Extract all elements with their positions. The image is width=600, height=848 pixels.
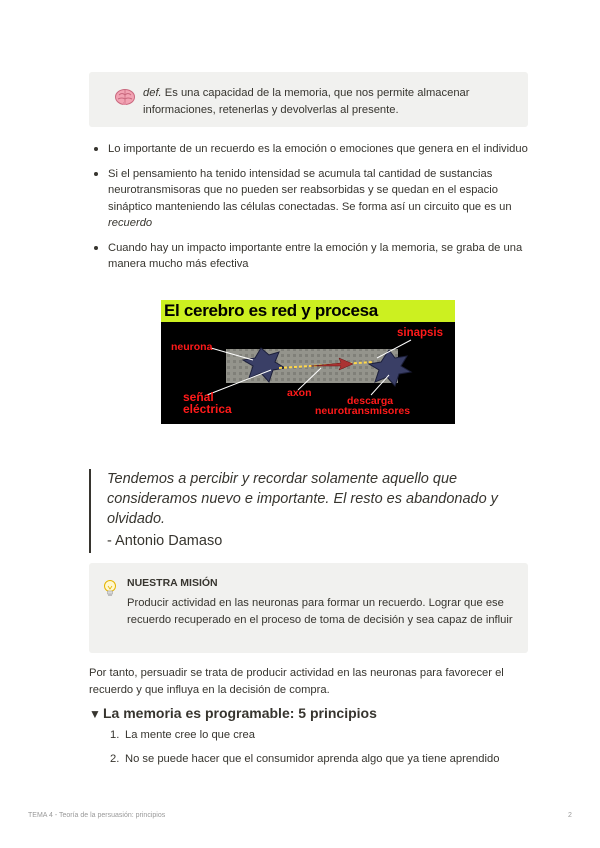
list-item: 2. No se puede hacer que el consumidor aprenda algo que ya tiene aprendido <box>110 753 500 765</box>
toggle-arrow-icon[interactable]: ▼ <box>89 707 101 721</box>
list-item: Cuando hay un impacto importante entre la emoción y la memoria, se graba de una manera mucho más efectiva <box>108 240 528 273</box>
lightbulb-icon <box>103 579 125 601</box>
footer-title: TEMA 4 - Teoría de la persuasión: principios <box>28 812 166 819</box>
definition-body: Es una capacidad de la memoria, que nos permite almacenar informaciones, retenerlas y devolverlas al presente. <box>143 87 470 116</box>
principles-list <box>110 727 530 775</box>
definition-text <box>143 85 513 119</box>
definition-callout <box>89 72 528 127</box>
conclusion-paragraph: Por tanto, persuadir se trata de producir actividad en las neuronas para favorecer el recuerdo y que influya en la decisión de compra. <box>89 667 504 696</box>
mission-body: Producir actividad en las neuronas para formar un recuerdo. Lograr que ese recuerdo recuperado en el proceso de toma de decisión y sea capaz de influir <box>127 597 513 626</box>
list-item: Si el pensamiento ha tenido intensidad se acumula tal cantidad de sustancias neurotransmisoras que no pueden ser reabsorbidas y se quedan en el espacio sináptico manteniendo las células conectadas. Se forma así un circuito que es un recuerdo <box>108 166 528 232</box>
principles-toggle[interactable] <box>89 704 377 723</box>
neuron-diagram-image <box>161 300 455 424</box>
mission-callout <box>89 563 528 653</box>
list-item: Lo importante de un recuerdo es la emoción o emociones que genera en el individuo <box>108 141 528 158</box>
label-senal: señal <box>183 390 214 404</box>
quote-text: Tendemos a percibir y recordar solamente aquello que consideramos nuevo e importante. El resto es abandonado y olvidado. <box>107 471 498 527</box>
toggle-title: La memoria es programable: 5 principios <box>103 705 377 721</box>
label-neurona: neurona <box>171 341 213 353</box>
brain-icon <box>114 86 136 108</box>
definition-label: def. <box>143 87 162 99</box>
label-electrica: eléctrica <box>183 402 232 416</box>
quote-block <box>89 469 528 553</box>
label-axon: axon <box>287 387 312 399</box>
label-neurotransmisores: neurotransmisores <box>315 405 411 417</box>
label-sinapsis: sinapsis <box>397 327 444 339</box>
list-item: 1. La mente cree lo que crea <box>110 729 255 741</box>
mission-title: NUESTRA MISIÓN <box>127 577 218 589</box>
bullet-list <box>108 141 528 281</box>
quote-author: - Antonio Damaso <box>107 533 223 549</box>
label-descarga: descarga <box>347 395 394 407</box>
page-number: 2 <box>568 812 572 819</box>
figure-title: El cerebro es red y procesa <box>164 301 378 320</box>
